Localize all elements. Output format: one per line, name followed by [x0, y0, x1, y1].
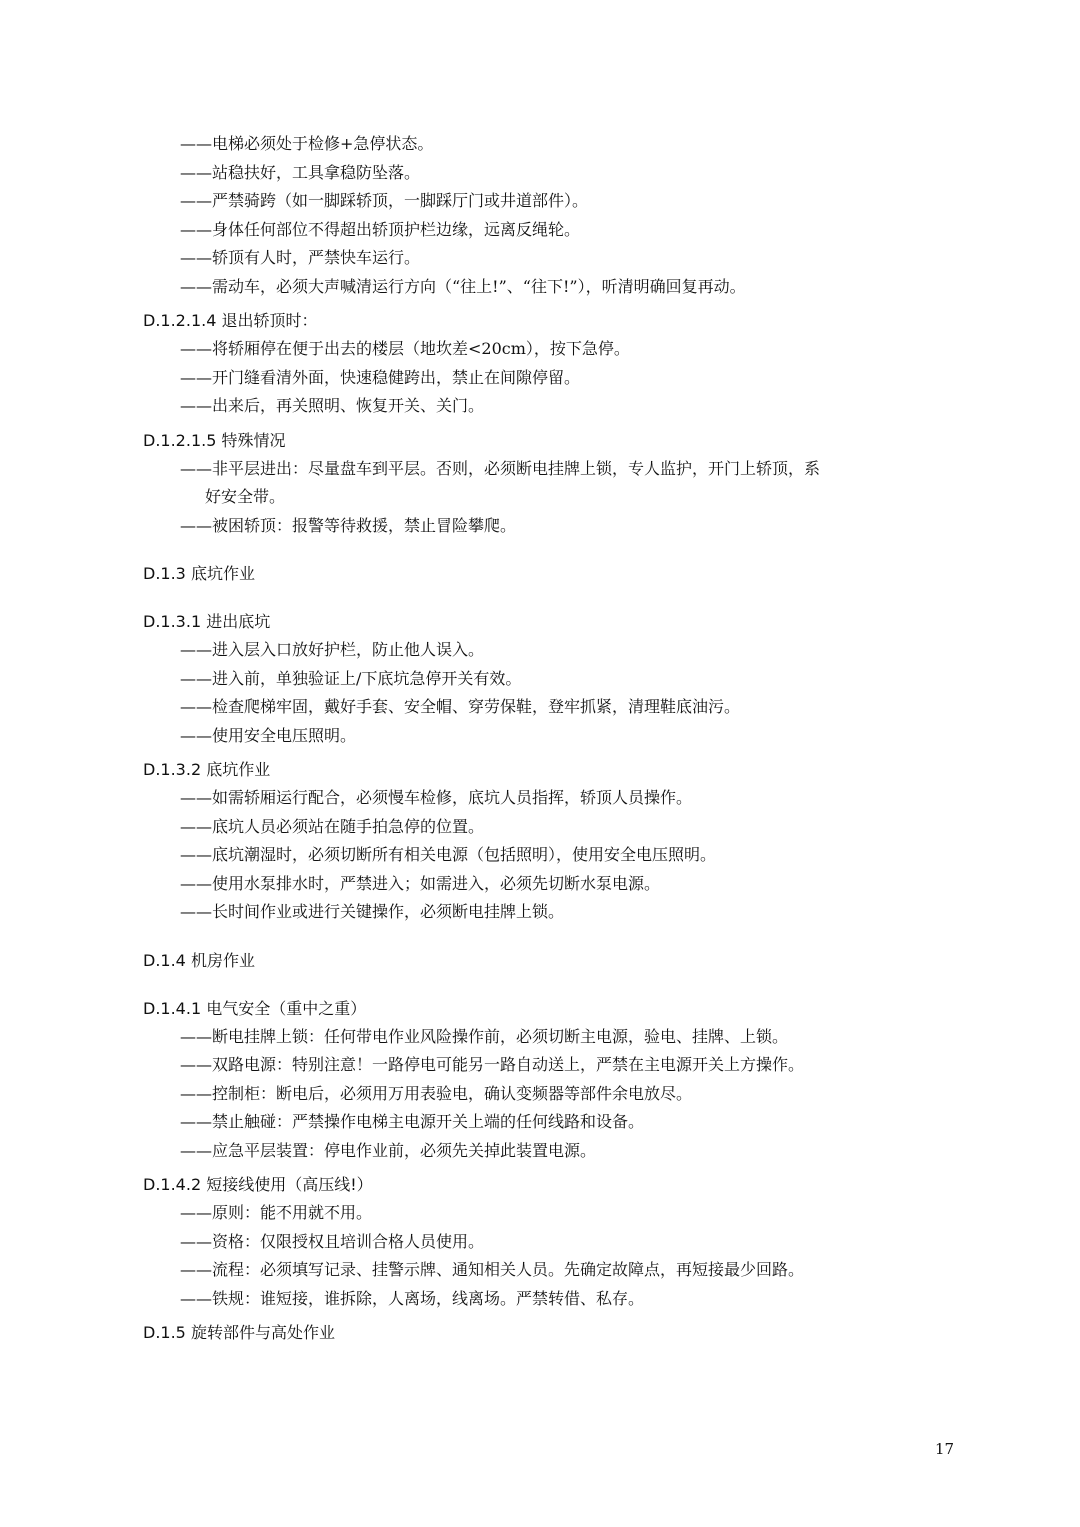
bullet-item: ——将轿厢停在便于出去的楼层（地坎差<20cm），按下急停。	[180, 339, 630, 358]
bullet-item: ——底坑潮湿时，必须切断所有相关电源（包括照明），使用安全电压照明。	[180, 845, 717, 864]
bullet-item: ——身体任何部位不得超出轿顶护栏边缘，远离反绳轮。	[180, 219, 581, 239]
section-heading: D.1.5 旋转部件与高处作业	[143, 1323, 335, 1342]
bullet-item: ——使用安全电压照明。	[180, 725, 357, 745]
bullet-item: ——轿顶有人时，严禁快车运行。	[180, 248, 421, 267]
bullet-item: ——应急平层装置：停电作业前，必须先关掉此装置电源。	[180, 1140, 597, 1160]
section-heading: D.1.2.1.4 退出轿顶时：	[143, 311, 318, 330]
bullet-item: ——断电挂牌上锁：任何带电作业风险操作前，必须切断主电源，验电、挂牌、上锁。	[180, 1026, 789, 1046]
bullet-item: ——非平层进出：尽量盘车到平层。否则，必须断电挂牌上锁，专人监护，开门上轿顶，系	[180, 458, 821, 478]
section-heading: D.1.2.1.5 特殊情况	[143, 430, 286, 450]
section-heading: D.1.3.2 底坑作业	[143, 760, 271, 779]
bullet-item: ——电梯必须处于检修+急停状态。	[180, 134, 434, 153]
bullet-item: ——禁止触碰：严禁操作电梯主电源开关上端的任何线路和设备。	[180, 1112, 645, 1131]
bullet-item: ——被困轿顶：报警等待救援，禁止冒险攀爬。	[180, 515, 517, 535]
bullet-item: ——检查爬梯牢固，戴好手套、安全帽、穿劳保鞋，登牢抓紧，清理鞋底油污。	[180, 697, 741, 716]
bullet-item: ——出来后，再关照明、恢复开关、关门。	[180, 396, 485, 415]
bullet-item: ——进入前，单独验证上/下底坑急停开关有效。	[180, 668, 522, 688]
bullet-item: ——双路电源：特别注意！一路停电可能另一路自动送上，严禁在主电源开关上方操作。	[180, 1055, 805, 1074]
bullet-item: ——进入层入口放好护栏，防止他人误入。	[180, 640, 485, 659]
bullet-item: ——铁规：谁短接，谁拆除，人离场，线离场。严禁转借、私存。	[180, 1288, 645, 1308]
bullet-item: ——如需轿厢运行配合，必须慢车检修，底坑人员指挥，轿顶人员操作。	[180, 788, 693, 807]
section-heading: D.1.3 底坑作业	[143, 564, 255, 583]
bullet-item: ——使用水泵排水时，严禁进入；如需进入，必须先切断水泵电源。	[180, 873, 661, 893]
section-heading: D.1.4.2 短接线使用（高压线!）	[143, 1175, 373, 1194]
bullet-item: ——严禁骑跨（如一脚踩轿顶，一脚踩厅门或井道部件）。	[180, 191, 589, 210]
bullet-item: ——开门缝看清外面，快速稳健跨出，禁止在间隙停留。	[180, 367, 581, 387]
section-heading: D.1.4 机房作业	[143, 950, 255, 970]
bullet-item: ——底坑人员必须站在随手拍急停的位置。	[180, 816, 485, 836]
bullet-item: ——控制柜：断电后，必须用万用表验电，确认变频器等部件余电放尽。	[180, 1083, 693, 1103]
bullet-continuation: 好安全带。	[205, 487, 286, 506]
bullet-item: ——站稳扶好，工具拿稳防坠落。	[180, 162, 421, 182]
section-heading: D.1.3.1 进出底坑	[143, 612, 271, 631]
bullet-item: ——原则：能不用就不用。	[180, 1203, 373, 1222]
section-heading: D.1.4.1 电气安全（重中之重）	[143, 998, 367, 1018]
bullet-item: ——长时间作业或进行关键操作，必须断电挂牌上锁。	[180, 902, 565, 921]
bullet-item: ——需动车，必须大声喊清运行方向（“往上!”、“往下!”），听清明确回复再动。	[180, 276, 746, 296]
bullet-item: ——流程：必须填写记录、挂警示牌、通知相关人员。先确定故障点，再短接最少回路。	[180, 1260, 805, 1279]
page-number: 17	[935, 1440, 955, 1458]
bullet-item: ——资格：仅限授权且培训合格人员使用。	[180, 1231, 485, 1251]
document-body	[143, 130, 963, 1347]
